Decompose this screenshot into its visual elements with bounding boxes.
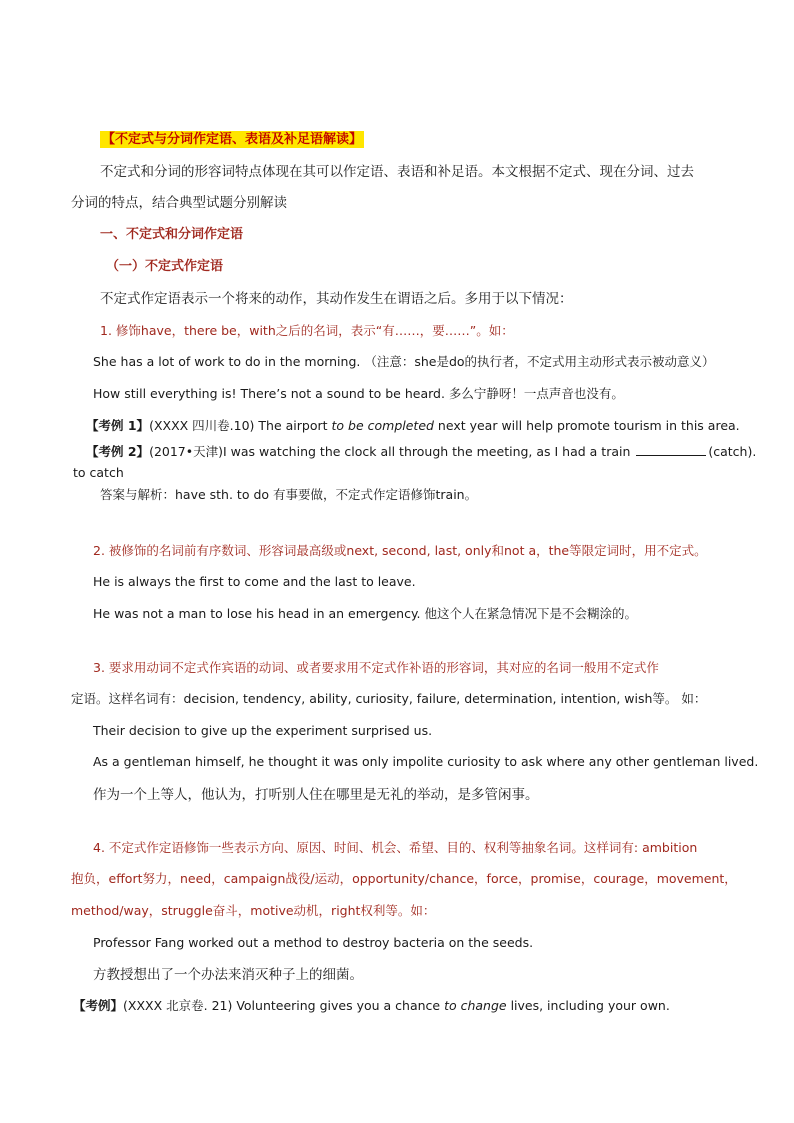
rule-4-line1: 4. 不定式作定语修饰一些表示方向、原因、时间、机会、希望、目的、权利等抽象名词。这样词有: ambition xyxy=(93,840,698,855)
rule-3-line2: 定语。这样名词有：decision, tendency, ability, curiosity, failure, determination, intention, wish等。 如： xyxy=(71,691,707,706)
rule-2: 2. 被修饰的名词前有序数词、形容词最高级或next, second, last, only和not a，the等限定词时，用不定式。 xyxy=(93,543,707,558)
exam-text-pre: (2017•天津)I was watching the clock all through the meeting, as I had a train xyxy=(149,444,635,459)
exam-text-italic: to be completed xyxy=(331,418,434,433)
rule-3-line1: 3. 要求用动词不定式作宾语的动词、或者要求用不定式作补语的形容词，其对应的名词一般用不定式作 xyxy=(93,660,659,675)
exam-label: 【考例 2】 xyxy=(86,444,150,459)
title-highlight: 【不定式与分词作定语、表语及补足语解读】 xyxy=(102,132,363,147)
exam-text-pre: (XXXX 北京卷. 21) Volunteering gives you a chance xyxy=(123,998,445,1013)
exam-example-2 xyxy=(86,443,756,461)
rule-3-example-1: Their decision to give up the experiment surprised us. xyxy=(93,723,433,738)
rule-3-example-3: 作为一个上等人，他认为，打听别人住在哪里是无礼的举动，是多管闲事。 xyxy=(93,787,539,803)
exam-text-post: lives, including your own. xyxy=(506,998,670,1013)
rule-2-example-1: He is always the first to come and the last to leave. xyxy=(93,574,416,589)
answer-explanation: 答案与解析：have sth. to do 有事要做，不定式作定语修饰train。 xyxy=(100,487,478,502)
exam-text-italic: to change xyxy=(444,998,507,1013)
answer-blank xyxy=(636,443,706,456)
section-heading: 一、不定式和分词作定语 xyxy=(100,227,244,242)
rule-3-example-2: As a gentleman himself, he thought it was only impolite curiosity to ask where any other gentleman lived. xyxy=(93,754,759,769)
overview-text: 不定式作定语表示一个将来的动作，其动作发生在谓语之后。多用于以下情况： xyxy=(100,291,573,307)
exam-text-post: (catch). xyxy=(708,444,757,459)
answer-word: to catch xyxy=(73,465,124,480)
exam-label: 【考例】 xyxy=(73,998,124,1013)
rule-1-example-2: How still everything is! There’s not a sound to be heard. 多么宁静呀！一点声音也没有。 xyxy=(93,386,624,401)
rule-2-example-2: He was not a man to lose his head in an emergency. 他这个人在紧急情况下是不会糊涂的。 xyxy=(93,606,638,621)
intro-paragraph-line2: 分词的特点，结合典型试题分别解读 xyxy=(71,195,287,211)
section-title xyxy=(100,130,364,149)
exam-text-post: next year will help promote tourism in this area. xyxy=(433,418,740,433)
exam-example-3 xyxy=(73,997,670,1015)
subsection-heading: （一）不定式作定语 xyxy=(106,259,224,274)
rule-1: 1. 修饰have，there be，with之后的名词，表示“有……，要……”。如： xyxy=(100,323,514,338)
exam-text-pre: (XXXX 四川卷.10) The airport xyxy=(149,418,332,433)
rule-4-example-1: Professor Fang worked out a method to destroy bacteria on the seeds. xyxy=(93,935,534,950)
exam-example-1 xyxy=(86,417,740,435)
rule-1-example-1: She has a lot of work to do in the morning. （注意：she是do的执行者，不定式用主动形式表示被动意义） xyxy=(93,354,715,369)
intro-paragraph-line1: 不定式和分词的形容词特点体现在其可以作定语、表语和补足语。本文根据不定式、现在分词、过去 xyxy=(100,164,694,180)
rule-4-example-2: 方教授想出了一个办法来消灭种子上的细菌。 xyxy=(93,967,363,983)
rule-4-line2: 抱负，effort努力，need，campaign战役/运动，opportunity/chance，force，promise，courage，movement， xyxy=(71,871,737,886)
rule-4-line3: method/way，struggle奋斗，motive动机，right权利等。如： xyxy=(71,903,436,918)
exam-label: 【考例 1】 xyxy=(86,418,150,433)
